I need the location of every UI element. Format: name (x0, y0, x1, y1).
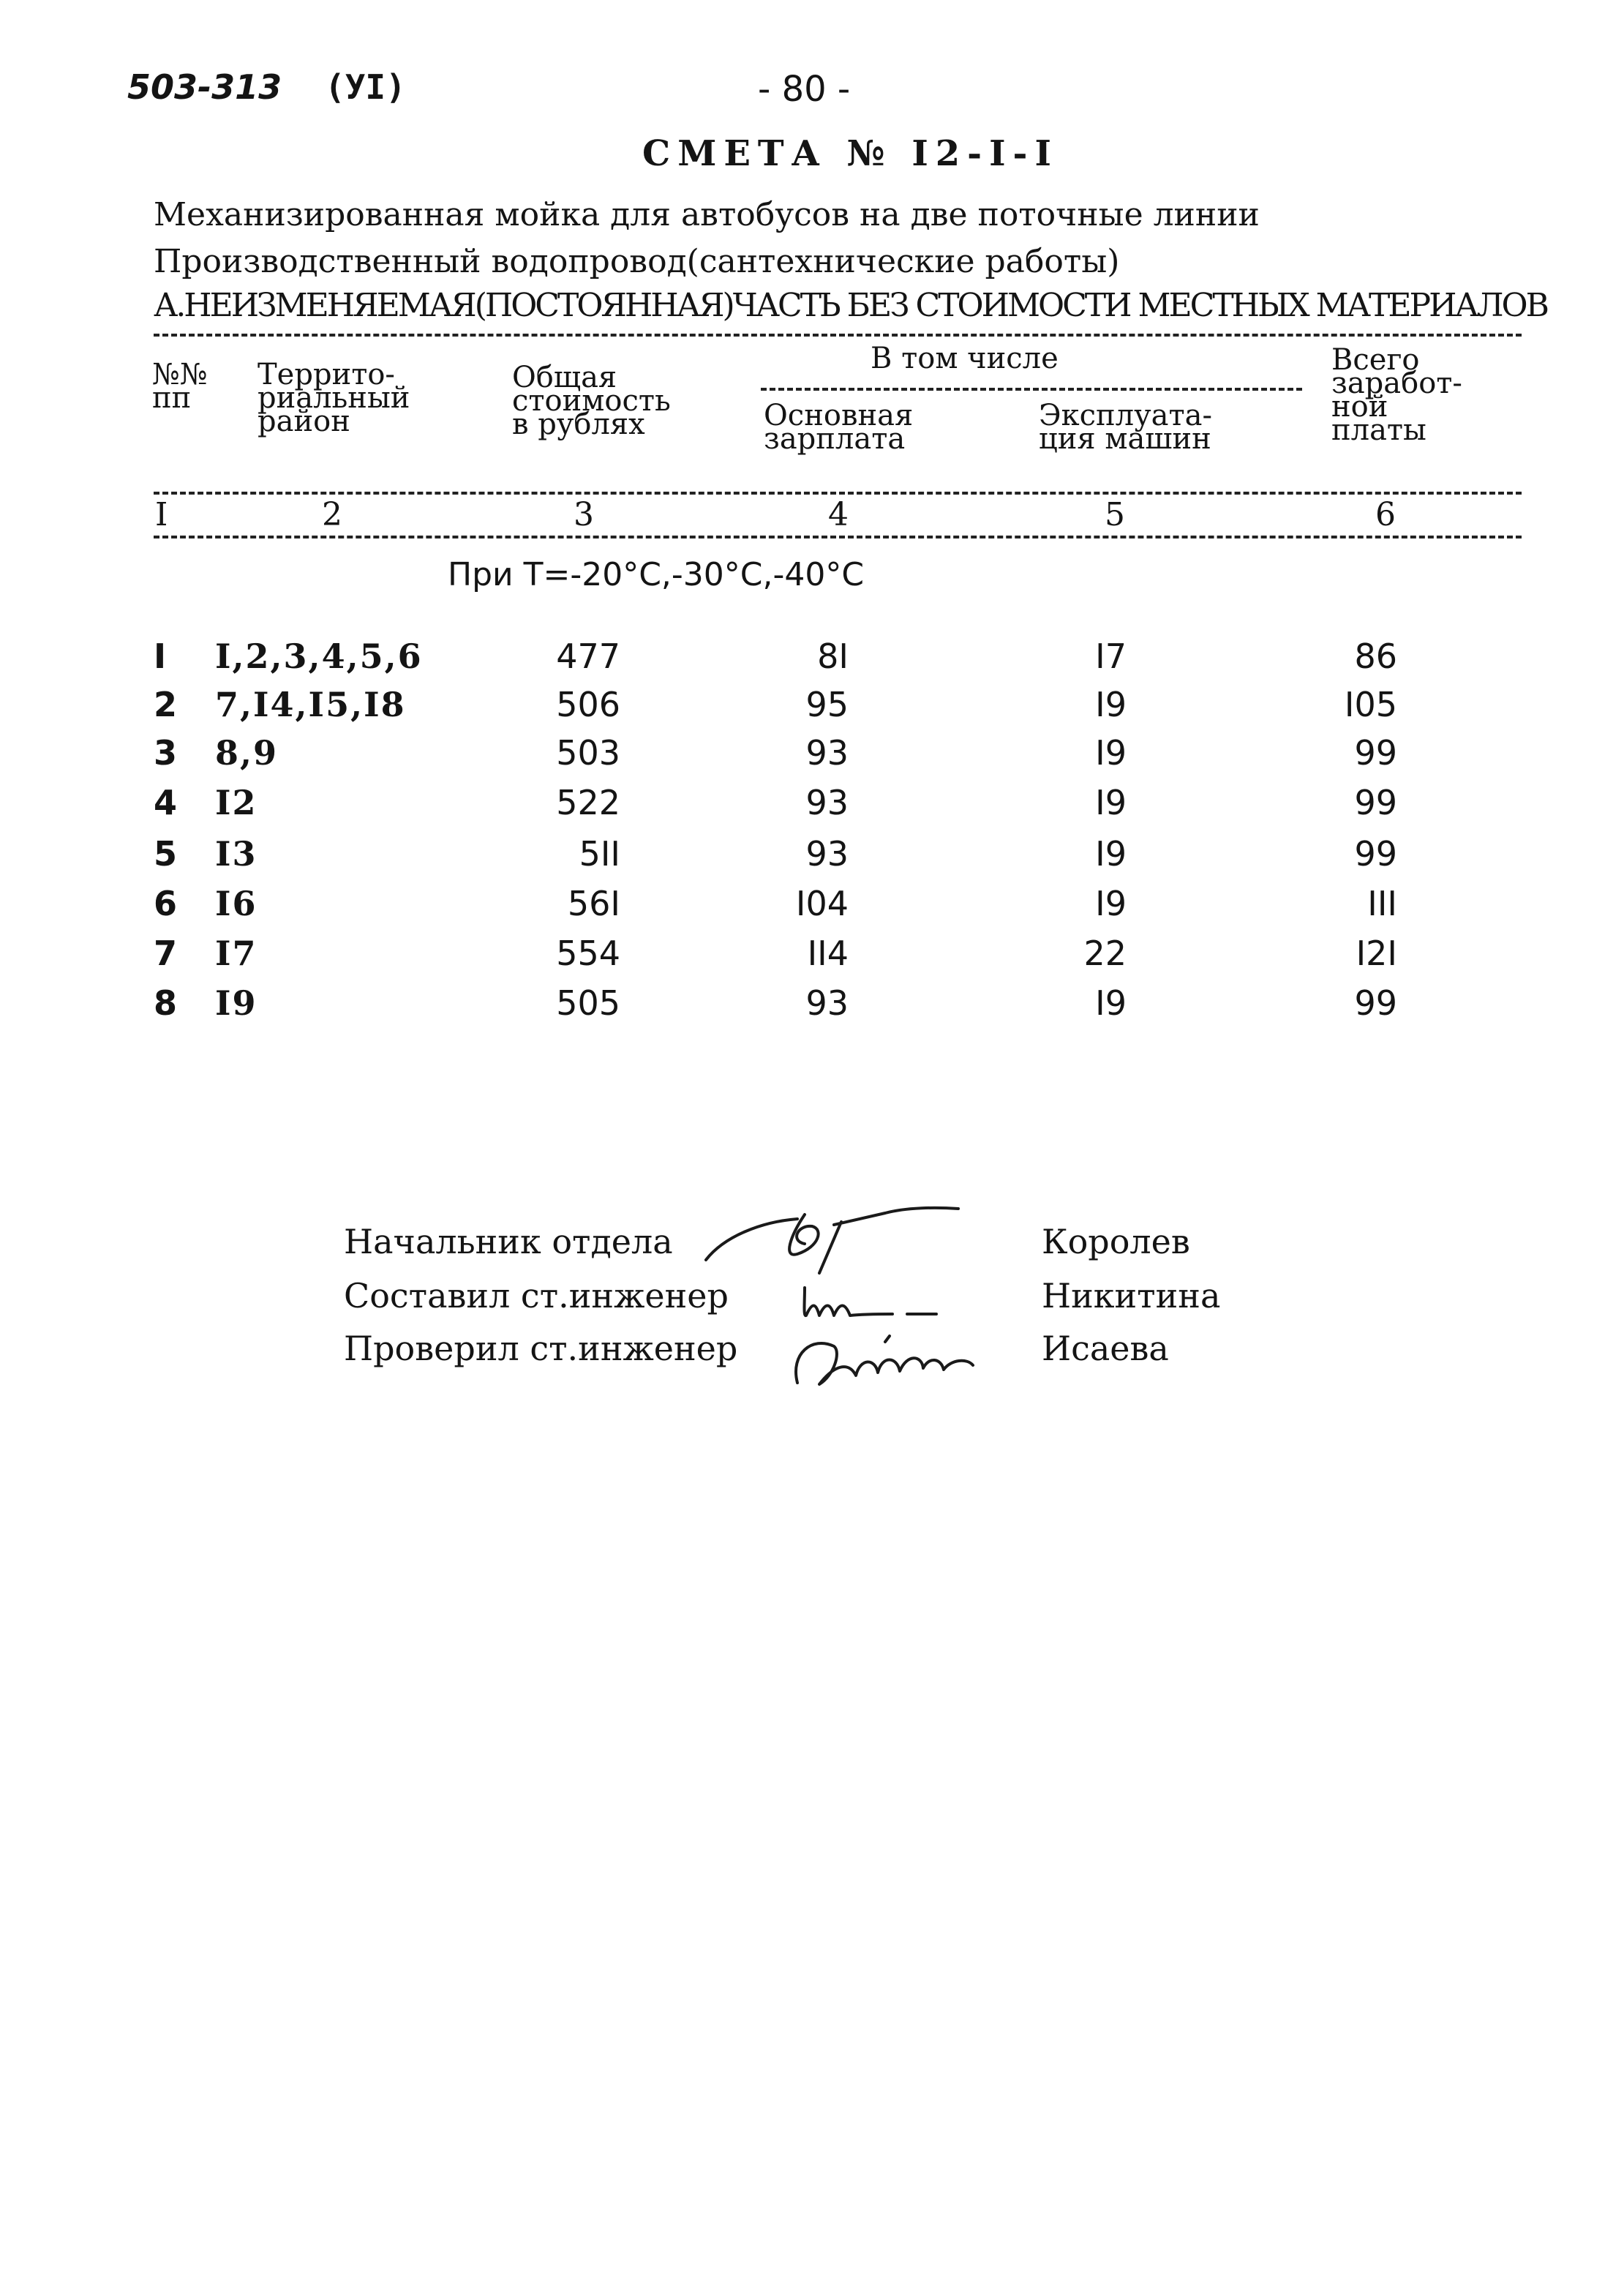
row-region: I6 (215, 884, 257, 923)
row-total-cost: 503 (556, 733, 620, 773)
document-code: 503-313 (127, 67, 282, 107)
header-group-including: В том числе (871, 342, 1059, 375)
row-machine-operation: I9 (1095, 884, 1127, 923)
page-number: - 80 - (758, 69, 851, 110)
table-row (0, 783, 1624, 827)
row-machine-operation: I9 (1095, 783, 1127, 822)
row-total-wages: 99 (1354, 983, 1397, 1023)
row-base-salary: 93 (805, 834, 849, 874)
row-total-wages: 86 (1354, 637, 1397, 676)
row-number: 7 (154, 934, 178, 973)
row-total-cost: 56I (567, 884, 620, 923)
table-top-rule (154, 334, 1522, 337)
signature-name-2: Никитина (1042, 1276, 1221, 1315)
signature-mark-1 (706, 1208, 958, 1273)
signature-name-1: Королев (1042, 1222, 1190, 1261)
row-base-salary: 8I (817, 637, 849, 676)
row-base-salary: 93 (805, 983, 849, 1023)
signature-name-3: Исаева (1042, 1329, 1169, 1368)
row-machine-operation: I9 (1095, 733, 1127, 773)
signature-role-1: Начальник отдела (344, 1222, 673, 1261)
row-total-cost: 505 (556, 983, 620, 1023)
row-number: I (154, 637, 167, 676)
row-machine-operation: 22 (1083, 934, 1127, 973)
header-machine-operation: Эксплуата- ция машин (1039, 399, 1212, 456)
signature-mark-2 (805, 1288, 937, 1315)
subtitle-line-3: А.НЕИЗМЕНЯЕМАЯ(ПОСТОЯННАЯ)ЧАСТЬ БЕЗ СТОИМОСТИ МЕСТНЫХ МАТЕРИАЛОВ (154, 287, 1547, 324)
row-number: 5 (154, 834, 178, 874)
document-code-suffix: (УI) (325, 67, 406, 107)
row-region: 7,I4,I5,I8 (215, 685, 406, 724)
handwritten-signatures (695, 1193, 1039, 1419)
row-region: I9 (215, 983, 257, 1023)
row-total-cost: 506 (556, 685, 620, 724)
row-region: I,2,3,4,5,6 (215, 637, 423, 676)
row-region: 8,9 (215, 733, 279, 773)
row-number: 8 (154, 983, 178, 1023)
row-base-salary: 95 (805, 685, 849, 724)
column-number-3: 3 (574, 496, 594, 533)
estimate-title: СМЕТА № I2-I-I (642, 133, 1059, 174)
subtitle-line-1: Механизированная мойка для автобусов на две поточные линии (154, 196, 1260, 233)
row-base-salary: I04 (795, 884, 849, 923)
row-number: 3 (154, 733, 178, 773)
header-total-cost: Общая стоимость в рублях (512, 361, 671, 441)
row-machine-operation: I9 (1095, 685, 1127, 724)
row-total-wages: 99 (1354, 834, 1397, 874)
row-machine-operation: I7 (1095, 637, 1127, 676)
row-machine-operation: I9 (1095, 834, 1127, 874)
column-number-5: 5 (1105, 496, 1125, 533)
row-number: 6 (154, 884, 178, 923)
table-row (0, 983, 1624, 1027)
row-machine-operation: I9 (1095, 983, 1127, 1023)
row-number: 4 (154, 783, 178, 822)
row-base-salary: 93 (805, 733, 849, 773)
row-region: I7 (215, 934, 257, 973)
header-base-salary: Основная зарплата (764, 399, 914, 456)
column-number-6: 6 (1375, 496, 1396, 533)
row-region: I3 (215, 834, 257, 874)
table-row (0, 834, 1624, 878)
table-row (0, 637, 1624, 680)
column-numbers-rule (154, 536, 1522, 538)
column-number-1: I (155, 496, 168, 533)
row-total-wages: 99 (1354, 733, 1397, 773)
header-total-wages: Всего заработ- ной платы (1331, 343, 1462, 447)
signature-role-2: Составил ст.инженер (344, 1276, 729, 1315)
signature-role-3: Проверил ст.инженер (344, 1329, 738, 1368)
table-row (0, 685, 1624, 729)
subtitle-line-2: Производственный водопровод(сантехнические работы) (154, 243, 1120, 280)
row-base-salary: 93 (805, 783, 849, 822)
temperature-condition: При Т=-20°С,-30°С,-40°С (448, 556, 865, 593)
column-number-2: 2 (322, 496, 342, 533)
header-bottom-rule (154, 492, 1522, 495)
table-row (0, 884, 1624, 928)
signature-mark-3 (796, 1336, 973, 1384)
group-rule (761, 388, 1302, 391)
row-total-cost: 522 (556, 783, 620, 822)
table-row (0, 934, 1624, 977)
column-number-4: 4 (828, 496, 849, 533)
row-total-wages: I05 (1344, 685, 1397, 724)
header-number: №№ пп (152, 358, 208, 415)
header-region: Террито- риальный район (257, 358, 410, 438)
row-base-salary: II4 (807, 934, 849, 973)
row-total-cost: 554 (556, 934, 620, 973)
row-total-cost: 5II (579, 834, 620, 874)
row-total-wages: III (1367, 884, 1397, 923)
row-region: I2 (215, 783, 257, 822)
table-row (0, 733, 1624, 777)
row-total-wages: 99 (1354, 783, 1397, 822)
row-number: 2 (154, 685, 178, 724)
row-total-cost: 477 (556, 637, 620, 676)
row-total-wages: I2I (1356, 934, 1397, 973)
